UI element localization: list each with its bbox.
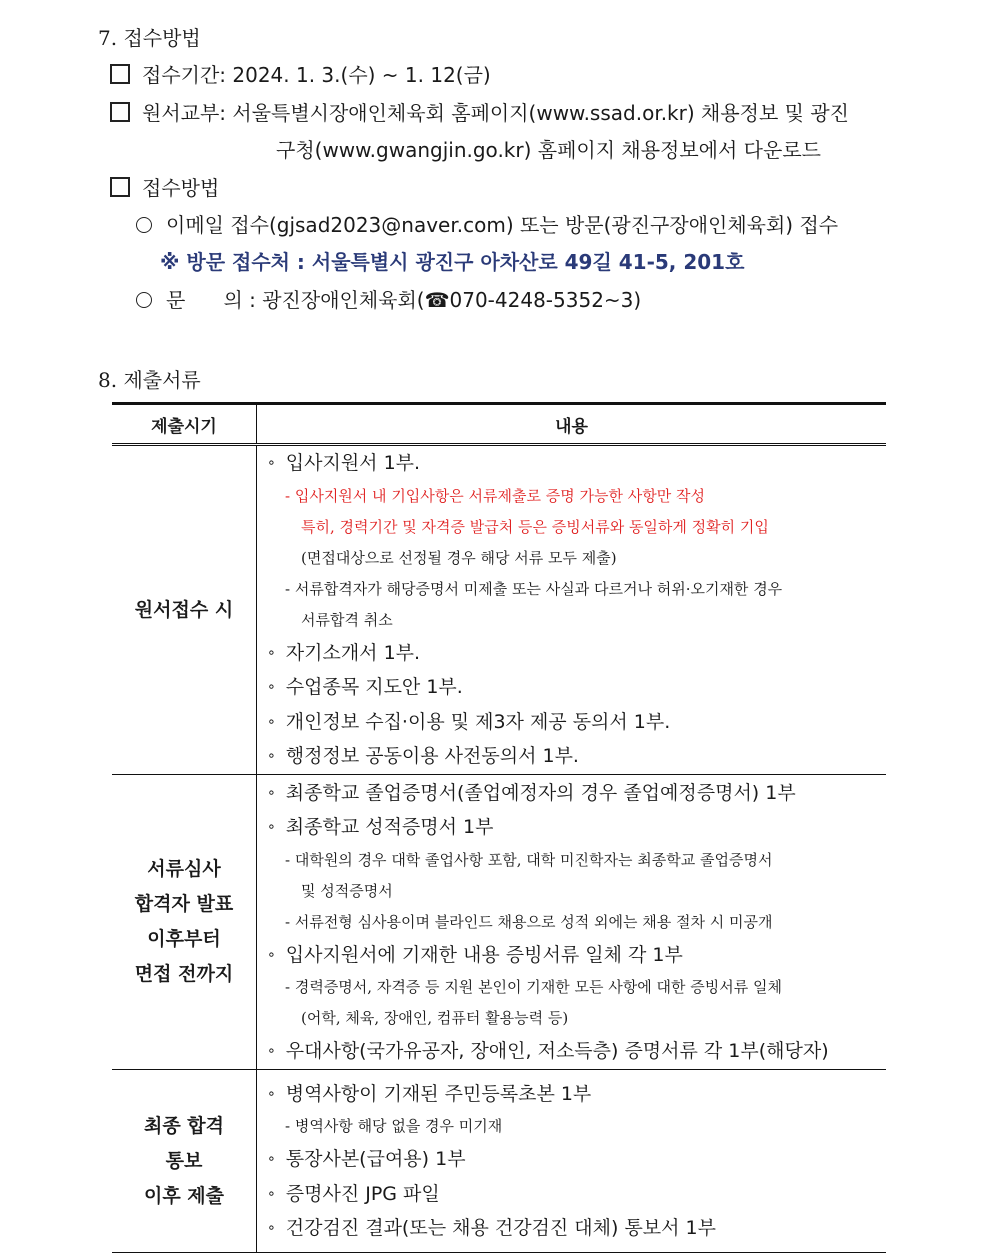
sub-note: 특히, 경력기간 및 자격증 발급처 등은 증빙서류와 동일하게 정확히 기입 [301, 517, 769, 536]
list-item [267, 739, 886, 774]
table-header-row [112, 404, 886, 445]
checkbox-icon [110, 177, 130, 197]
list-item-text: 증명사진 JPG 파일 [285, 1182, 440, 1205]
list-item [267, 1211, 886, 1246]
bullet-icon: ∘ [267, 946, 276, 963]
list-item-text: 최종학교 졸업증명서(졸업예정자의 경우 졸업예정증명서) 1부 [285, 781, 796, 804]
sub-note: (어학, 체육, 장애인, 컴퓨터 활용능력 등) [301, 1009, 569, 1027]
list-item-text: 병역사항이 기재된 주민등록초본 1부 [285, 1082, 592, 1105]
bullet-icon: ∘ [267, 784, 276, 801]
method-item-text: 이메일 접수(gjsad2023@naver.com) 또는 방문(광진구장애인체육회) 접수 [166, 213, 839, 237]
content-cell [257, 1070, 887, 1253]
sub-note: (면접대상으로 선정될 경우 해당 서류 모두 제출) [301, 548, 617, 567]
section8-title: 8. 제출서류 [98, 368, 201, 392]
checkbox-icon [110, 64, 130, 84]
bullet-icon: ∘ [267, 644, 276, 661]
timing-cell [112, 775, 257, 1070]
sub-note: 및 성적증명서 [301, 881, 393, 900]
bullet-icon: ∘ [267, 748, 276, 765]
content-cell [257, 445, 887, 775]
period-text: 접수기간: 2024. 1. 3.(수) ~ 1. 12(금) [142, 63, 491, 87]
circle-bullet-icon [136, 292, 152, 308]
circle-bullet-icon [136, 217, 152, 233]
bullet-icon: ∘ [267, 819, 276, 835]
inquiry-line [136, 284, 641, 313]
list-item-text: 개인정보 수집·이용 및 제3자 제공 동의서 1부. [285, 710, 671, 733]
timing-cell: 원서접수 시 [112, 445, 257, 775]
section7-title: 7. 접수방법 [98, 26, 201, 50]
bullet-icon: ∘ [267, 1043, 276, 1059]
sub-note: - 병역사항 해당 없을 경우 미기재 [285, 1117, 503, 1135]
list-item [267, 776, 886, 811]
bullet-icon: ∘ [267, 1220, 276, 1236]
visit-note: ※ 방문 접수처 : 서울특별시 광진구 아차산로 49길 41-5, 201호 [160, 250, 745, 274]
bullet-icon: ∘ [267, 1085, 276, 1102]
timing-line: 이후 제출 [143, 1184, 225, 1207]
table-row [112, 445, 886, 775]
list-item-text: 자기소개서 1부. [285, 641, 421, 664]
list-item-text: 입사지원서 1부. [285, 452, 421, 475]
timing-line: 면접 전까지 [134, 963, 234, 985]
table-row [112, 775, 886, 1070]
sub-note: - 경력증명서, 자격증 등 지원 본인이 기재한 모든 사항에 대한 증빙서류 일체 [285, 978, 782, 996]
bullet-icon: ∘ [267, 679, 276, 696]
list-item [267, 705, 886, 740]
list-item-text: 건강검진 결과(또는 채용 건강검진 대체) 통보서 1부 [285, 1217, 716, 1239]
list-item-text: 최종학교 성적증명서 1부 [285, 816, 494, 838]
list-item-text: 수업종목 지도안 1부. [285, 676, 463, 699]
header-timing: 제출시기 [112, 404, 257, 445]
list-item [267, 1177, 886, 1212]
timing-line: 최종 합격 [143, 1114, 225, 1137]
sub-note: 서류합격 취소 [301, 610, 393, 629]
content-cell [257, 775, 887, 1070]
table-row [112, 1070, 886, 1253]
timing-line: 이후부터 [147, 928, 221, 950]
timing-line: 합격자 발표 [134, 893, 234, 915]
list-item [267, 938, 886, 973]
list-item [267, 636, 886, 671]
method-line [110, 172, 219, 201]
form-line [110, 97, 849, 126]
bullet-icon: ∘ [267, 1185, 276, 1202]
list-item [267, 446, 886, 481]
period-line [110, 59, 491, 88]
list-item-text: 입사지원서에 기재한 내용 증빙서류 일체 각 1부 [285, 943, 683, 966]
bullet-icon: ∘ [267, 455, 276, 472]
sub-note: - 대학원의 경우 대학 졸업사항 포함, 대학 미진학자는 최종학교 졸업증명서 [285, 850, 773, 869]
timing-cell [112, 1070, 257, 1253]
documents-table [112, 402, 886, 1253]
list-item [267, 1142, 886, 1177]
sub-note: - 서류합격자가 해당증명서 미제출 또는 사실과 다르거나 허위·오기재한 경우 [285, 579, 783, 598]
list-item-text: 통장사본(급여용) 1부 [285, 1148, 466, 1170]
timing-line: 서류심사 [147, 858, 221, 880]
list-item [267, 1077, 886, 1112]
method-item [136, 209, 838, 238]
method-title: 접수방법 [142, 176, 220, 200]
form-text-1: 원서교부: 서울특별시장애인체육회 홈페이지(www.ssad.or.kr) 채용정보 및 광진 [142, 101, 849, 125]
list-item [267, 810, 886, 845]
list-item-text: 우대사항(국가유공자, 장애인, 저소득층) 증명서류 각 1부(해당자) [285, 1040, 829, 1062]
header-content: 내용 [257, 404, 887, 445]
form-text-2: 구청(www.gwangjin.go.kr) 홈페이지 채용정보에서 다운로드 [276, 138, 821, 162]
bullet-icon: ∘ [267, 713, 276, 730]
list-item [267, 1034, 886, 1069]
sub-note: - 서류전형 심사용이며 블라인드 채용으로 성적 외에는 채용 절차 시 미공개 [285, 912, 773, 931]
inquiry-text: 문 의 : 광진장애인체육회(☎070-4248-5352~3) [166, 288, 642, 312]
list-item [267, 670, 886, 705]
list-item-text: 행정정보 공동이용 사전동의서 1부. [285, 745, 579, 768]
sub-note: - 입사지원서 내 기입사항은 서류제출로 증명 가능한 사항만 작성 [285, 486, 705, 505]
bullet-icon: ∘ [267, 1151, 276, 1167]
timing-line: 통보 [165, 1149, 203, 1172]
checkbox-icon [110, 102, 130, 122]
